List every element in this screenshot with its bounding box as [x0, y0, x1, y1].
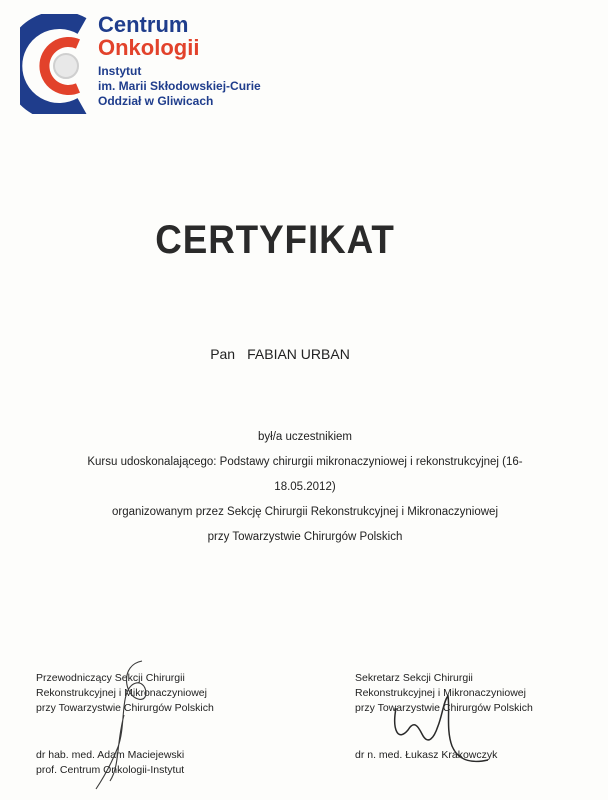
body-line-dates: 18.05.2012)	[274, 481, 336, 493]
left-role-line1: Przewodniczący Sekcji Chirurgii	[36, 672, 185, 684]
left-role-line2: Rekonstrukcyjnej i Mikronaczyniowej	[36, 687, 207, 699]
branch-name: Oddział w Gliwicach	[98, 94, 214, 108]
logo-name-line1: Centrum	[98, 12, 189, 37]
right-role-line3: przy Towarzystwie Chirurgów Polskich	[355, 702, 533, 714]
body-line-society: przy Towarzystwie Chirurgów Polskich	[207, 531, 403, 543]
institute-label: Instytut	[98, 64, 142, 78]
right-signatory-name	[355, 748, 497, 763]
logo-name-line2: Onkologii	[98, 35, 200, 60]
left-signatory-role	[36, 671, 214, 716]
left-signatory-name	[36, 748, 184, 778]
body-line-participation: był/a uczestnikiem	[258, 431, 352, 443]
left-role-line3: przy Towarzystwie Chirurgów Polskich	[36, 702, 214, 714]
right-signatory-role	[355, 671, 533, 716]
right-role-line2: Rekonstrukcyjnej i Mikronaczyniowej	[355, 687, 526, 699]
right-role-line1: Sekretarz Sekcji Chirurgii	[355, 672, 473, 684]
recipient-name: FABIAN URBAN	[247, 346, 350, 362]
left-name-line1: dr hab. med. Adam Maciejewski	[36, 749, 185, 761]
recipient-salutation: Pan	[210, 346, 236, 362]
logo-emblem-icon	[20, 14, 96, 114]
recipient	[0, 346, 560, 362]
right-name-line1: dr n. med. Łukasz Krakowczyk	[355, 749, 498, 761]
left-name-line2: prof. Centrum Onkologii-Instytut	[36, 764, 185, 776]
institution-logo	[20, 14, 320, 124]
body-line-course: Kursu udoskonalającego: Podstawy chirurgii mikronaczyniowej i rekonstrukcyjnej (16-	[87, 456, 523, 468]
certificate-body	[50, 425, 560, 550]
institute-name: im. Marii Skłodowskiej-Curie	[98, 79, 261, 93]
certificate-title: CERTYFIKAT	[155, 218, 395, 262]
body-line-organizer: organizowanym przez Sekcję Chirurgii Rekonstrukcyjnej i Mikronaczyniowej	[111, 506, 499, 518]
